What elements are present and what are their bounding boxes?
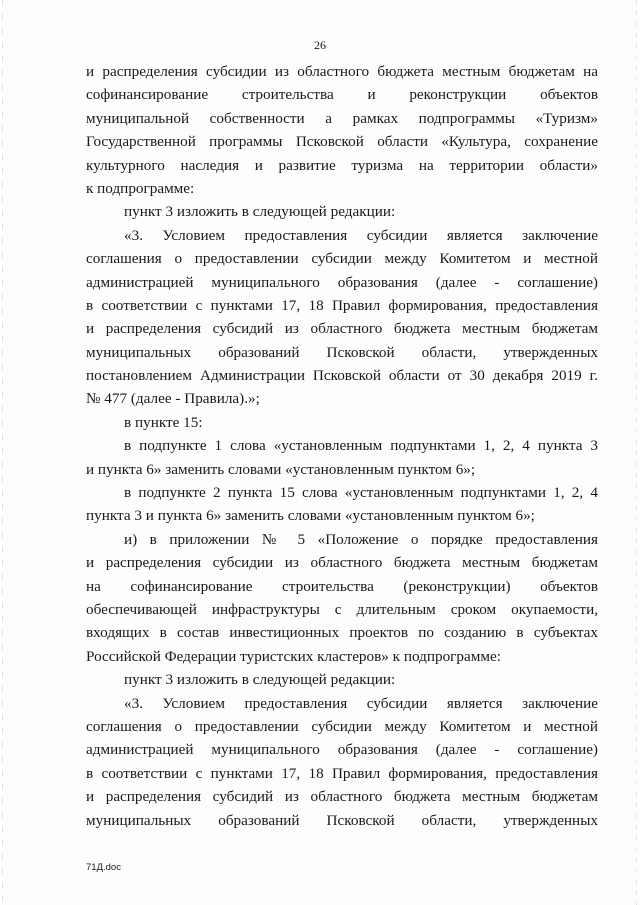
text-line: и распределения субсидий из областного бюджета местным бюджетам: [86, 788, 598, 806]
text-line: и распределения субсидий из областного бюджета местным бюджетам: [86, 320, 598, 338]
text-line: № 477 (далее - Правила).»;: [86, 390, 260, 408]
text-line: входящих в состав инвестиционных проектов по созданию в субъектах: [86, 624, 598, 642]
text-line: в подпункте 2 пункта 15 слова «установленным подпунктами 1, 2, 4: [124, 484, 598, 502]
text-line: соглашения о предоставлении субсидии между Комитетом и местной: [86, 717, 598, 735]
text-line: и пункта 6» заменить словами «установленным пунктом 6»;: [86, 460, 476, 478]
text-line: «3. Условием предоставления субсидии является заключение: [124, 226, 598, 244]
footer-filename: 71Д.doc: [86, 862, 121, 873]
text-line: соглашения о предоставлении субсидии между Комитетом и местной: [86, 250, 598, 268]
text-line: в подпункте 1 слова «установленным подпунктами 1, 2, 4 пункта 3: [124, 437, 598, 455]
text-line: Государственной программы Псковской области «Культура, сохранение: [86, 133, 598, 151]
text-line: Российской Федерации туристских кластеров» к подпрограмме:: [86, 647, 501, 665]
text-line: администрацией муниципального образования (далее - соглашение): [86, 273, 598, 291]
text-line: в соответствии с пунктами 17, 18 Правил формирования, предоставления: [86, 764, 598, 782]
text-line: к подпрограмме:: [86, 179, 195, 197]
text-line: муниципальных образований Псковской области, утвержденных: [86, 811, 598, 829]
text-line: муниципальной собственности а рамках подпрограммы «Туризм»: [86, 109, 598, 127]
text-line: муниципальных образований Псковской области, утвержденных: [86, 343, 598, 361]
scan-edge-left: [2, 0, 3, 905]
text-line: в соответствии с пунктами 17, 18 Правил формирования, предоставления: [86, 296, 598, 314]
text-line: постановлением Администрации Псковской области от 30 декабря 2019 г.: [86, 367, 598, 385]
text-line: пункт 3 изложить в следующей редакции:: [124, 671, 396, 689]
text-line: пункта 3 и пункта 6» заменить словами «установленным пунктом 6»;: [86, 507, 535, 525]
text-line: и распределения субсидии из областного бюджета местным бюджетам: [86, 554, 598, 572]
text-line: и) в приложении № 5 «Положение о порядке предоставления: [124, 530, 598, 548]
text-line: на софинансирование строительства (реконструкции) объектов: [86, 577, 598, 595]
text-line: пункт 3 изложить в следующей редакции:: [124, 203, 396, 221]
text-line: и распределения субсидии из областного бюджета местным бюджетам на: [86, 63, 598, 80]
page-number: 26: [314, 38, 326, 52]
document-body: [86, 60, 598, 832]
text-line: в пункте 15:: [124, 413, 203, 431]
text-line: «3. Условием предоставления субсидии является заключение: [124, 694, 598, 712]
text-line: обеспечивающей инфраструктуры с длительным сроком окупаемости,: [86, 600, 598, 618]
text-line: администрацией муниципального образования (далее - соглашение): [86, 741, 598, 759]
text-line: софинансирование строительства и реконструкции объектов: [86, 86, 598, 104]
text-line: культурного наследия и развитие туризма на территории области»: [86, 156, 598, 174]
scan-edge-right: [636, 0, 637, 905]
